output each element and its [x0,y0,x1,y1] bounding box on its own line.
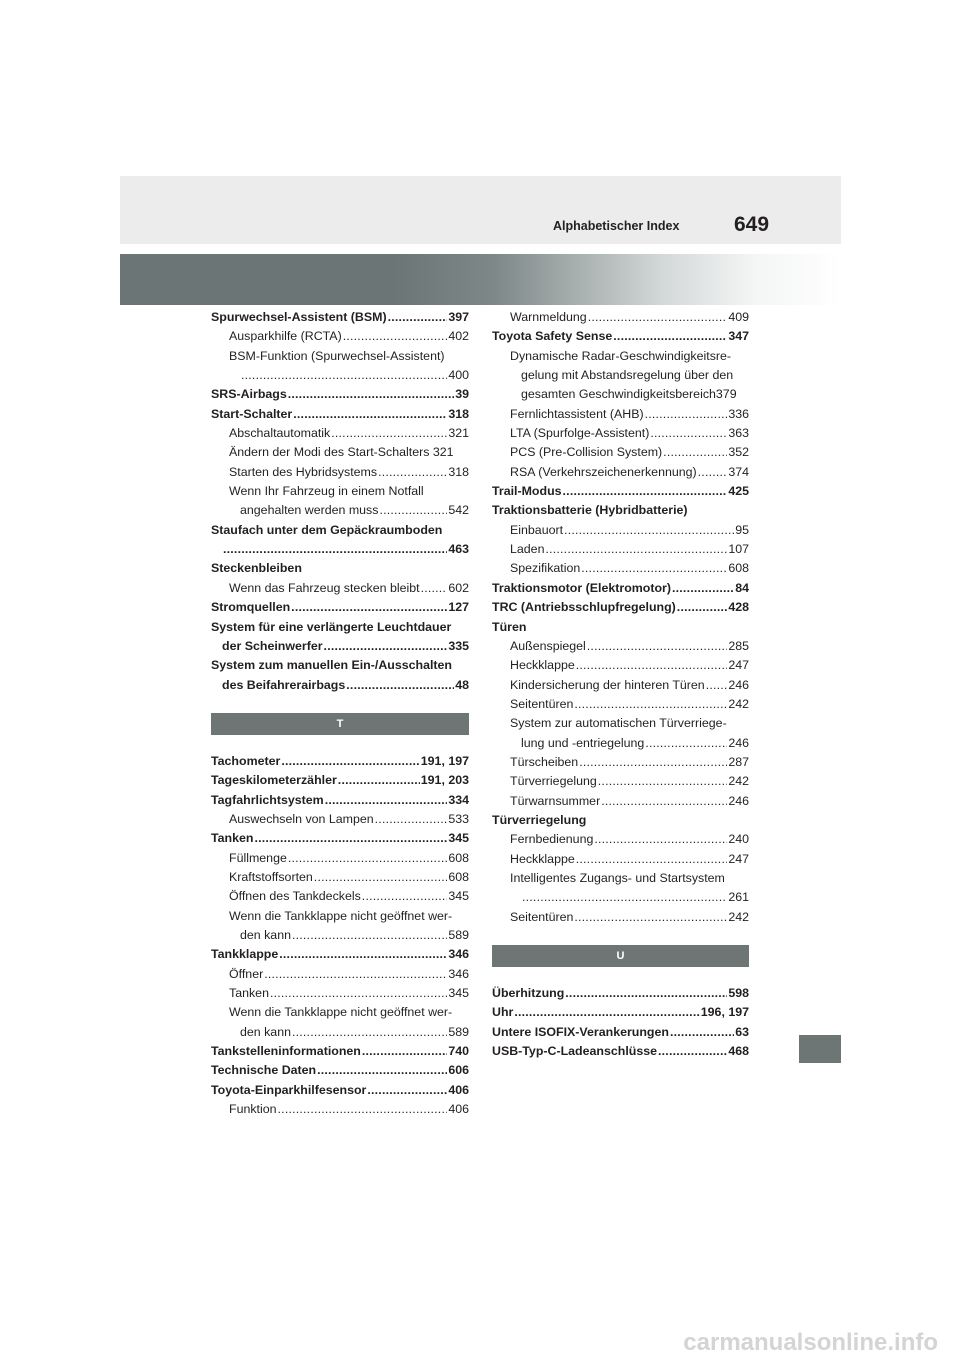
index-entry-page[interactable]: 345 [448,889,469,904]
index-entry [492,501,749,520]
index-entry [211,521,469,540]
index-entry-page[interactable]: 406 [448,1082,469,1097]
index-entry [492,734,749,753]
index-entry-page[interactable]: 334 [448,792,469,807]
index-entry [492,598,749,617]
dot-leader [564,521,734,540]
index-entry-term: Intelligentes Zugangs- und Startsystem [510,870,725,885]
index-entry [211,752,469,771]
index-entry-page[interactable]: 428 [728,600,749,615]
index-entry-term: Füllmenge [229,850,287,865]
index-entry [211,926,469,945]
index-entry [211,1061,469,1080]
index-entry [211,965,469,984]
index-entry-page[interactable]: 345 [448,831,469,846]
dot-leader [677,598,728,617]
index-entry [211,829,469,848]
dot-leader [576,850,728,869]
index-entry [211,1100,469,1119]
index-entry-term: angehalten werden muss [240,503,379,518]
index-entry-term: Toyota-Einparkhilfesensor [211,1082,367,1097]
index-entry-term: Heckklappe [510,658,575,673]
index-entry-page[interactable]: 606 [448,1063,469,1078]
index-entry [211,771,469,790]
index-entry-term: Traktionsmotor (Elektromotor) [492,580,671,595]
index-entry [492,656,749,675]
index-entry-page[interactable]: 246 [728,677,749,692]
index-entry [492,443,749,462]
index-entry [492,385,749,404]
index-entry-term: Türverriegelung [510,774,597,789]
index-entry-page[interactable]: 602 [448,580,469,595]
dot-leader [598,772,728,791]
dot-leader [574,908,727,927]
index-entry [211,579,469,598]
index-entry [492,888,749,907]
index-entry-page[interactable]: 247 [728,851,749,866]
page-number: 649 [734,213,770,236]
index-entry-term: Seitentüren [510,909,574,924]
dot-leader [324,637,448,656]
index-entry [211,540,469,559]
dot-leader [588,308,728,327]
index-entry-page[interactable]: 352 [728,445,749,460]
index-entry-term: Öffner [229,966,264,981]
dot-leader [292,1023,447,1042]
index-entry [492,1042,749,1061]
index-entry-term: Abschaltautomatik [229,426,331,441]
index-entry [492,366,749,385]
index-entry [211,868,469,887]
dot-leader [421,579,448,598]
index-entry-term: Staufach unter dem Gepäckraumboden [211,522,443,537]
index-entry-page[interactable]: 608 [448,850,469,865]
index-entry [492,695,749,714]
dot-leader [565,984,727,1003]
index-entry-term: Toyota Safety Sense [492,329,613,344]
index-entry-term: Auswechseln von Lampen [229,811,374,826]
dot-leader [581,559,727,578]
dot-leader [291,598,447,617]
index-entry-term: Wenn die Tankklappe nicht geöffnet wer- [229,908,453,923]
dot-leader [601,792,727,811]
section-letter-bar-t: T [211,713,469,735]
index-entry-page[interactable]: 95 [735,522,749,537]
index-entry-term: Wenn die Tankklappe nicht geöffnet wer- [229,1005,453,1020]
index-entry-page[interactable]: 196, 197 [700,1005,749,1020]
index-entry [492,908,749,927]
index-entry-term: Wenn das Fahrzeug stecken bleibt [229,580,420,595]
index-entry-term: BSM-Funktion (Spurwechsel-Assistent) [229,348,445,363]
dot-leader [645,405,728,424]
section-gap [211,695,469,713]
dot-leader [574,695,727,714]
index-entry-page[interactable]: 247 [728,658,749,673]
index-entry-page[interactable]: 242 [728,696,749,711]
dot-leader [331,424,447,443]
index-entry [211,1042,469,1061]
index-entry-page[interactable]: 39 [455,387,469,402]
index-entry [492,637,749,656]
index-list-s [211,308,469,695]
dot-leader [379,501,447,520]
index-entry-page[interactable]: 321 [448,426,469,441]
index-entry [211,463,469,482]
index-entry [211,598,469,617]
dot-leader [563,482,728,501]
dot-leader [314,868,448,887]
dot-leader [325,791,448,810]
index-entry-page[interactable]: 533 [448,811,469,826]
index-entry [211,791,469,810]
dot-leader [576,656,728,675]
dot-leader [293,405,447,424]
index-entry [211,1003,469,1022]
index-entry-term: Fernlichtassistent (AHB) [510,406,644,421]
index-entry-term: Ausparkhilfe (RCTA) [229,329,342,344]
dot-leader [281,752,419,771]
dot-leader [278,1100,448,1119]
index-entry-term: PCS (Pre-Collision System) [510,445,663,460]
dot-leader [672,579,734,598]
dot-leader [670,1023,734,1042]
header-gradient-bar [120,254,841,305]
index-entry-term: lung und -entriegelung [521,735,645,750]
index-entry [211,656,469,675]
dot-leader [378,463,447,482]
dot-leader [343,327,448,346]
index-entry [211,405,469,424]
index-entry-page[interactable]: 397 [448,310,469,324]
dot-leader [288,849,447,868]
dot-leader [594,830,727,849]
index-entry [492,772,749,791]
index-entry-term: LTA (Spurfolge-Assistent) [510,426,650,441]
index-entry-page[interactable]: 191, 203 [420,773,469,788]
index-entry-term: der Scheinwerfer [222,638,323,653]
section-gap [492,927,749,945]
index-entry-term: gelung mit Abstandsregelung über den [521,368,734,383]
thumb-index-tab [799,1035,841,1063]
section-title: Alphabetischer Index [553,219,680,233]
index-entry-page[interactable]: 608 [728,561,749,576]
index-entry-term: Spezifikation [510,561,581,576]
index-entry [492,579,749,598]
index-entry-page[interactable]: 409 [728,310,749,324]
dot-leader [317,1061,447,1080]
index-entry [211,443,469,462]
index-entry [492,1003,749,1022]
index-entry [492,869,749,888]
index-entry-page[interactable]: 400 [448,368,469,383]
index-entry-term: System für eine verlängerte Leuchtdauer [211,619,452,634]
index-entry-page[interactable]: 402 [448,329,469,344]
watermark: carmanualsonline.info [683,1329,938,1356]
index-entry [211,308,469,327]
dot-leader [288,385,454,404]
index-entry-page[interactable]: 374 [728,464,749,479]
index-entry-page[interactable]: 345 [448,986,469,1000]
dot-leader [362,887,448,906]
index-entry [211,1081,469,1100]
dot-leader [388,308,448,327]
index-entry-page[interactable]: 346 [448,947,469,962]
index-entry-term: Warnmeldung [510,310,587,324]
index-entry-term: Tachometer [211,753,281,768]
index-entry-page[interactable]: 318 [448,406,469,421]
index-entry-term: Ändern der Modi des Start-Schalters 321 [229,445,454,460]
index-entry-page[interactable]: 246 [728,793,749,808]
index-entry-page[interactable]: 242 [728,774,749,789]
index-entry-term: Spurwechsel-Assistent (BSM) [211,310,387,324]
dot-leader [645,734,727,753]
dot-leader [706,676,728,695]
index-entry-term: Traktionsbatterie (Hybridbatterie) [492,503,688,518]
index-entry-page[interactable]: 107 [728,542,749,557]
index-entry-page[interactable]: 242 [728,909,749,924]
index-entry [492,463,749,482]
dot-leader [270,984,447,1003]
index-entry [492,482,749,501]
index-entry-term: gesamten Geschwindigkeitsbereich379 [521,387,737,402]
index-list-t-continued [492,308,749,927]
index-entry [211,676,469,695]
index-entry-term: Steckenbleiben [211,561,302,576]
index-entry-term: RSA (Verkehrszeichenerkennung) [510,464,697,479]
index-entry-term: Türwarnsummer [510,793,601,808]
index-entry [492,811,749,830]
index-entry-term: Wenn Ihr Fahrzeug in einem Notfall [229,484,424,499]
index-entry [211,347,469,366]
index-entry-term: System zur automatischen Türverriege- [510,716,727,731]
index-entry [492,327,749,346]
index-entry-page[interactable]: 335 [448,638,469,653]
index-entry [492,850,749,869]
index-entry-page[interactable]: 127 [448,600,469,615]
index-column-left [211,308,469,1119]
index-entry-term: Kindersicherung der hinteren Türen [510,677,705,692]
index-entry [492,405,749,424]
dot-leader [338,771,420,790]
dot-leader [362,1042,447,1061]
index-entry-page[interactable]: 598 [728,986,749,1000]
index-entry-page[interactable]: 589 [448,1024,469,1039]
index-entry-term: den kann [240,927,291,942]
index-entry-page[interactable]: 463 [448,542,469,557]
dot-leader [375,810,448,829]
index-entry-page[interactable]: 336 [728,406,749,421]
dot-leader [579,753,727,772]
index-entry-page[interactable]: 318 [448,464,469,479]
index-entry-term: Start-Schalter [211,406,293,421]
index-entry-term: Türverriegelung [492,812,587,827]
index-entry [492,618,749,637]
index-entry-page[interactable]: 468 [728,1044,749,1059]
index-entry [492,830,749,849]
dot-leader [698,463,728,482]
index-entry-page[interactable]: 191, 197 [420,753,469,768]
section-letter-bar-u: U [492,945,749,967]
index-entry [492,347,749,366]
index-entry [211,887,469,906]
index-entry-term: System zum manuellen Ein-/Ausschalten [211,658,452,673]
dot-leader [241,366,447,385]
index-entry [492,559,749,578]
index-entry [492,540,749,559]
dot-leader [514,1003,699,1022]
index-entry-term: Trail-Modus [492,484,562,499]
index-column-right [492,308,749,1061]
index-entry-term: Seitentüren [510,696,574,711]
index-entry-term: Tagfahrlichtsystem [211,792,324,807]
index-entry-page[interactable]: 48 [455,677,469,692]
dot-leader [613,327,727,346]
index-entry-term: Technische Daten [211,1063,317,1078]
index-entry-page[interactable]: 285 [728,638,749,653]
dot-leader [367,1081,447,1100]
dot-leader [522,888,727,907]
index-entry-page[interactable]: 542 [448,503,469,518]
index-list-t [211,752,469,1120]
index-entry [211,366,469,385]
index-entry-term: Dynamische Radar-Geschwindigkeitsre- [510,348,732,363]
index-entry [211,984,469,1003]
index-entry [211,424,469,443]
index-entry-term: Untere ISOFIX-Verankerungen [492,1024,669,1039]
index-entry [211,849,469,868]
index-entry-page[interactable]: 406 [448,1102,469,1117]
index-entry-term: des Beifahrerairbags [222,677,346,692]
dot-leader [279,945,447,964]
index-entry [492,714,749,733]
index-entry-term: Einbauort [510,522,564,537]
index-entry-term: SRS-Airbags [211,387,287,402]
dot-leader [650,424,727,443]
index-entry [211,637,469,656]
dot-leader [254,829,447,848]
index-entry-term: Fernbedienung [510,832,594,847]
index-entry-term: Tanken [229,986,269,1000]
index-entry-term: Tankklappe [211,947,279,962]
index-entry-term: Stromquellen [211,600,291,615]
dot-leader [292,926,447,945]
index-entry [211,810,469,829]
index-entry-term: Überhitzung [492,986,565,1000]
index-entry-page[interactable]: 425 [728,484,749,499]
index-entry [211,385,469,404]
index-entry-page[interactable]: 63 [735,1024,749,1039]
index-entry-page[interactable]: 287 [728,754,749,769]
index-entry-term: Laden [510,542,545,557]
index-entry-page[interactable]: 261 [728,890,749,905]
dot-leader [663,443,727,462]
header-band [120,176,841,244]
index-entry [492,676,749,695]
index-entry-page[interactable]: 589 [448,927,469,942]
index-entry-page[interactable]: 347 [728,329,749,344]
dot-leader [587,637,728,656]
index-entry-term: Funktion [229,1102,277,1117]
index-entry [211,559,469,578]
index-list-u [492,984,749,1061]
index-entry [492,424,749,443]
index-entry-term: Öffnen des Tankdeckels [229,889,361,904]
index-entry [211,907,469,926]
index-entry [492,308,749,327]
index-entry-term: Türen [492,619,527,634]
index-entry [211,501,469,520]
dot-leader [264,965,447,984]
index-entry-page[interactable]: 240 [728,832,749,847]
index-entry-term: USB-Typ-C-Ladeanschlüsse [492,1044,658,1059]
index-entry-term: Tankstelleninformationen [211,1044,361,1059]
index-entry-page[interactable]: 246 [728,735,749,750]
index-entry-term: TRC (Antriebsschlupfregelung) [492,600,676,615]
index-entry-page[interactable]: 363 [728,426,749,441]
index-entry-term: Kraftstoffsorten [229,869,313,884]
index-entry-term: Türscheiben [510,754,579,769]
index-entry-term: Uhr [492,1005,514,1020]
index-entry [492,792,749,811]
index-entry [211,1023,469,1042]
index-entry [211,482,469,501]
index-entry-page[interactable]: 740 [448,1044,469,1059]
index-entry-page[interactable]: 608 [448,869,469,884]
index-entry-term: Starten des Hybridsystems [229,464,378,479]
index-entry-term: Heckklappe [510,851,575,866]
index-entry [492,753,749,772]
index-entry [211,618,469,637]
index-entry-term: Tageskilometerzähler [211,773,337,788]
index-entry [492,1023,749,1042]
index-entry [492,521,749,540]
dot-leader [545,540,727,559]
index-entry [492,984,749,1003]
index-entry [211,327,469,346]
index-entry-term: Tanken [211,831,254,846]
index-entry-page[interactable]: 84 [735,580,749,595]
dot-leader [658,1042,727,1061]
index-entry-term: Außenspiegel [510,638,586,653]
index-entry-term: den kann [240,1024,291,1039]
dot-leader [223,540,447,559]
index-entry-page[interactable]: 346 [448,966,469,981]
dot-leader [346,676,454,695]
index-entry [211,945,469,964]
